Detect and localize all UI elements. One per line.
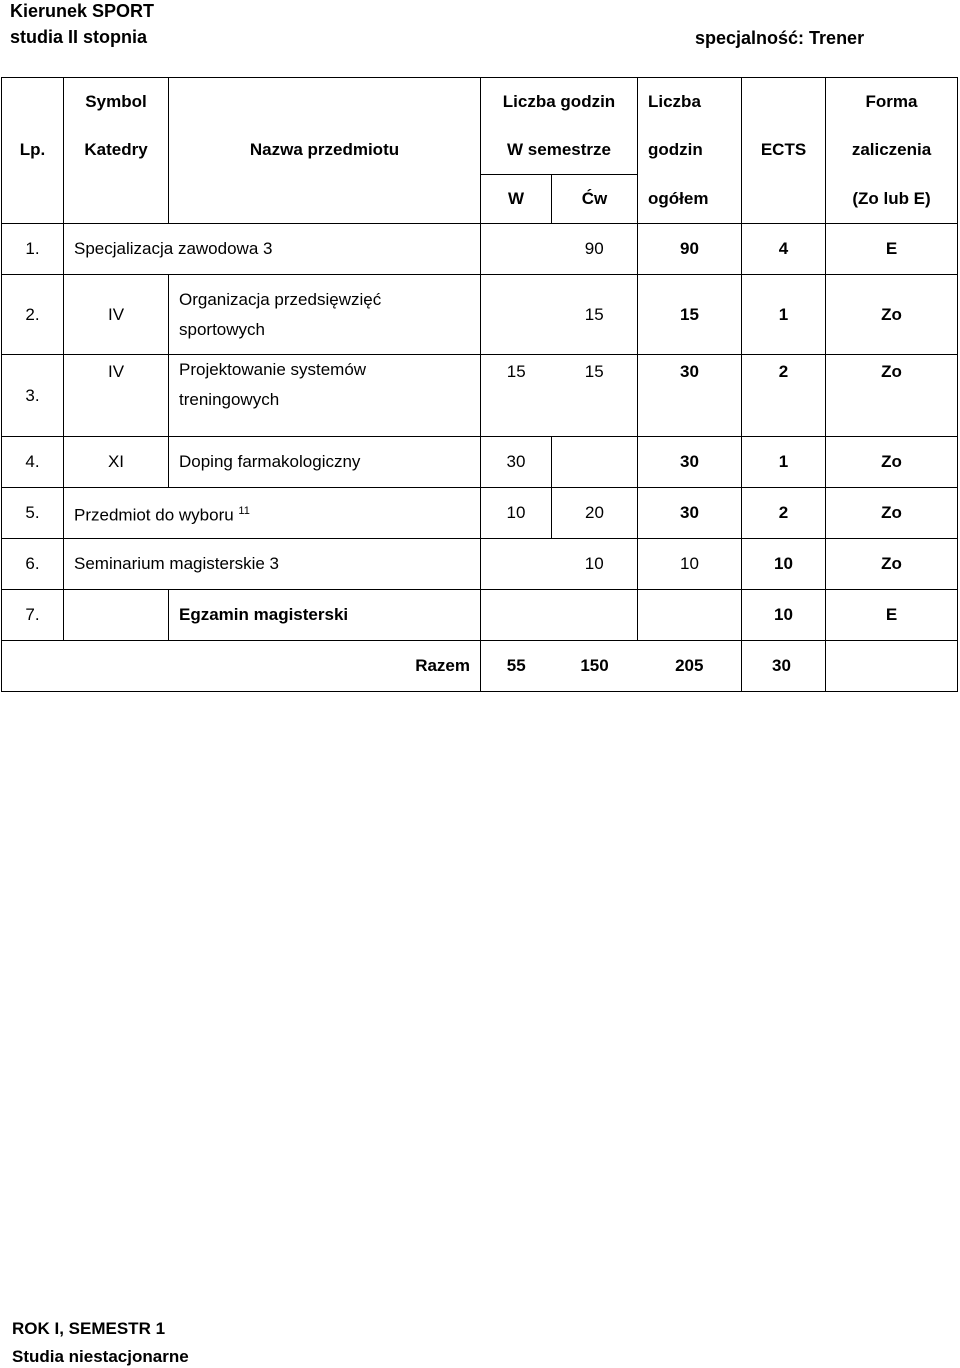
col-forma-head-1: Forma (826, 78, 958, 127)
col-symbol-bottom (64, 175, 169, 224)
cell-lp: 5. (2, 488, 64, 539)
cell-nazwa: Doping farmakologiczny (169, 437, 481, 488)
cell-forma: E (826, 224, 958, 275)
cell-cw: 90 (552, 224, 638, 275)
table-row (2, 590, 958, 641)
cell-symbol: IV (64, 275, 169, 355)
cell-w (481, 275, 552, 355)
total-w: 55 (481, 641, 552, 692)
cell-ogolem-text: 10 (680, 554, 699, 573)
cell-ects: 4 (742, 224, 826, 275)
cell-w (481, 539, 552, 590)
cell-ects: 10 (742, 590, 826, 641)
cell-nazwa-line-2: sportowych (179, 319, 265, 339)
col-lp-top (2, 78, 64, 127)
cell-cw (552, 437, 638, 488)
cell-ects: 1 (742, 437, 826, 488)
col-ogolem-head-3: ogółem (638, 175, 742, 224)
cell-ects: 2 (742, 488, 826, 539)
total-ects: 30 (742, 641, 826, 692)
cell-nazwa (64, 488, 481, 539)
cell-cw: 20 (552, 488, 638, 539)
cell-ogolem (638, 539, 742, 590)
cell-w (481, 590, 552, 641)
cell-w: 15 (481, 355, 552, 437)
cell-forma: Zo (826, 488, 958, 539)
col-nazwa-top (169, 78, 481, 127)
table-row (2, 275, 958, 355)
col-forma-head-3: (Zo lub E) (826, 175, 958, 224)
table-row (2, 355, 958, 437)
col-godziny-sem-head-1: Liczba godzin (481, 78, 638, 127)
col-cw-head: Ćw (552, 175, 638, 224)
cell-lp: 4. (2, 437, 64, 488)
col-nazwa-bottom (169, 175, 481, 224)
cell-nazwa-line-1: Projektowanie systemów (179, 360, 367, 379)
total-forma (826, 641, 958, 692)
col-godziny-sem-head-2: W semestrze (481, 126, 638, 175)
col-w-head: W (481, 175, 552, 224)
header-row-2 (2, 126, 958, 175)
cell-nazwa: Specjalizacja zawodowa 3 (64, 224, 481, 275)
cell-nazwa-line-1: Organizacja przedsięwzięć (179, 289, 382, 309)
total-row (2, 641, 958, 692)
table-row (2, 539, 958, 590)
tryb-studiow-label: Studia niestacjonarne (12, 1347, 189, 1366)
col-ogolem-head-1: Liczba (638, 78, 742, 127)
col-symbol-head-1: Symbol (64, 78, 169, 127)
cell-forma: Zo (826, 275, 958, 355)
cell-ects: 1 (742, 275, 826, 355)
study-plan-table (1, 77, 958, 692)
cell-cw (552, 590, 638, 641)
table-row (2, 488, 958, 539)
header-row-1 (2, 78, 958, 127)
cell-cw: 15 (552, 355, 638, 437)
cell-nazwa: Egzamin magisterski (169, 590, 481, 641)
cell-forma: Zo (826, 437, 958, 488)
col-lp-head: Lp. (2, 126, 64, 175)
rok-semestr-label: ROK I, SEMESTR 1 (12, 1319, 166, 1338)
col-nazwa-head: Nazwa przedmiotu (169, 126, 481, 175)
cell-nazwa (169, 355, 481, 437)
cell-ogolem: 30 (638, 355, 742, 437)
cell-cw: 10 (552, 539, 638, 590)
cell-nazwa-text: Przedmiot do wyboru (74, 505, 234, 525)
cell-nazwa: Seminarium magisterskie 3 (64, 539, 481, 590)
cell-ogolem (638, 590, 742, 641)
cell-forma: E (826, 590, 958, 641)
col-ects-head: ECTS (742, 126, 826, 175)
col-symbol-head-2: Katedry (64, 126, 169, 175)
footnote-marker: 11 (238, 504, 250, 517)
cell-lp: 1. (2, 224, 64, 275)
cell-nazwa-line-2: treningowych (179, 390, 280, 409)
cell-ogolem: 15 (638, 275, 742, 355)
cell-forma: Zo (826, 355, 958, 437)
cell-symbol: IV (64, 355, 169, 437)
cell-symbol: XI (64, 437, 169, 488)
total-cw: 150 (552, 641, 638, 692)
col-lp-bottom (2, 175, 64, 224)
cell-ogolem: 90 (638, 224, 742, 275)
cell-forma: Zo (826, 539, 958, 590)
cell-ects: 10 (742, 539, 826, 590)
col-ects-top (742, 78, 826, 127)
cell-lp: 2. (2, 275, 64, 355)
cell-w: 10 (481, 488, 552, 539)
cell-ogolem: 30 (638, 488, 742, 539)
col-forma-head-2: zaliczenia (826, 126, 958, 175)
kierunek-label: Kierunek SPORT (10, 1, 155, 21)
col-ects-bottom (742, 175, 826, 224)
cell-w (481, 224, 552, 275)
cell-lp: 6. (2, 539, 64, 590)
total-ogolem: 205 (638, 641, 742, 692)
cell-lp: 7. (2, 590, 64, 641)
cell-lp: 3. (2, 355, 64, 437)
total-label: Razem (2, 641, 481, 692)
cell-ogolem: 30 (638, 437, 742, 488)
cell-w: 30 (481, 437, 552, 488)
table-row (2, 437, 958, 488)
header-row-3 (2, 175, 958, 224)
table-row (2, 224, 958, 275)
specjalnosc-label: specjalność: Trener (695, 28, 865, 48)
cell-ects: 2 (742, 355, 826, 437)
stopien-label: studia II stopnia (10, 27, 148, 47)
cell-nazwa (169, 275, 481, 355)
cell-cw: 15 (552, 275, 638, 355)
col-ogolem-head-2: godzin (638, 126, 742, 175)
cell-symbol (64, 590, 169, 641)
